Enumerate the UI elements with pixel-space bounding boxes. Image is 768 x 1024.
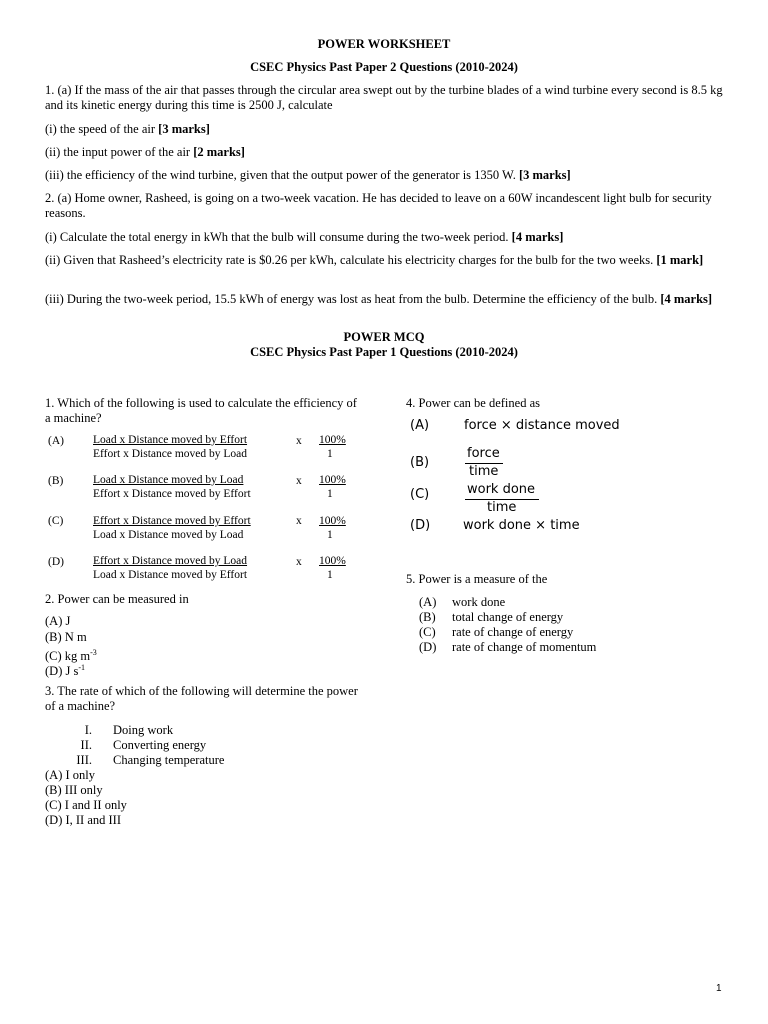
q2-part-i-marks: [4 marks] xyxy=(511,230,564,244)
q2-part-i-text: (i) Calculate the total energy in kWh that the bulb will consume during the two-week period. xyxy=(45,230,512,244)
mcq1-denominator: Load x Distance moved by Load xyxy=(93,529,244,541)
mcq4-option-b-den: time xyxy=(469,464,499,479)
mcq3-option-b: (B) III only xyxy=(45,783,103,797)
mcq5-option-letter: (D) xyxy=(419,640,437,654)
mcq3-item-num: III. xyxy=(76,753,92,767)
mcq1-denominator: Effort x Distance moved by Load xyxy=(93,448,248,460)
mcq1-stem: 1. Which of the following is used to calculate the efficiency of a machine? xyxy=(45,396,357,425)
mcq5-stem: 5. Power is a measure of the xyxy=(406,572,548,586)
q1-part-i-marks: [3 marks] xyxy=(158,122,210,136)
q1-part-iii-marks: [3 marks] xyxy=(518,168,571,182)
mcq4-option-c-letter: (C) xyxy=(410,487,430,502)
mcq4-option-b-letter: (B) xyxy=(410,455,430,470)
q1-part-ii-marks: [2 marks] xyxy=(193,145,245,159)
mcq3-item-text: Doing work xyxy=(113,723,174,737)
q2-part-ii xyxy=(45,253,725,268)
mcq3-stem: 3. The rate of which of the following will determine the power of a machine? xyxy=(45,684,358,713)
mcq4-option-c-den: time xyxy=(487,500,517,515)
q2-intro: 2. (a) Home owner, Rasheed, is going on a two-week vacation. He has decided to leave on a 60W incandescent light bulb for security reasons. xyxy=(45,191,712,220)
mcq3-item-num: I. xyxy=(84,723,92,737)
mcq1-numerator: Effort x Distance moved by Load xyxy=(93,555,248,567)
mcq1-times: x xyxy=(296,515,302,527)
mcq4-option-c-num: work done xyxy=(467,482,536,497)
mcq2-option-d-text: (D) J s xyxy=(45,664,79,679)
mcq1-times: x xyxy=(296,475,302,487)
q2-part-iii-text: (iii) During the two-week period, 15.5 kWh of energy was lost as heat from the bulb. Determine the efficiency of the bulb. xyxy=(45,292,661,306)
mcq5-option-text: rate of change of momentum xyxy=(452,640,597,654)
page-subtitle: CSEC Physics Past Paper 2 Questions (2010-2024) xyxy=(250,60,518,74)
mcq5-option-text: total change of energy xyxy=(452,610,564,624)
mcq1-percent: 100% xyxy=(319,515,346,527)
q1-part-ii-text: (ii) the input power of the air xyxy=(45,145,194,159)
mcq1-option-letter: (A) xyxy=(48,435,64,447)
q1-part-iii-text: (iii) the efficiency of the wind turbine, given that the output power of the generator is 1350 W. xyxy=(45,168,519,182)
q1-part-i xyxy=(45,122,725,137)
q2-part-ii-marks: [1 mark] xyxy=(656,253,704,267)
mcq3-item-text: Converting energy xyxy=(113,738,207,752)
mcq5-option-letter: (C) xyxy=(419,625,436,639)
q1-part-ii xyxy=(45,145,725,160)
mcq3-item-num: II. xyxy=(80,738,92,752)
mcq1-denominator: Effort x Distance moved by Effort xyxy=(93,488,251,500)
page-title: POWER WORKSHEET xyxy=(317,37,451,51)
q2-part-i xyxy=(45,230,725,245)
mcq4-option-d-text: work done × time xyxy=(463,518,580,533)
mcq1-option-letter: (D) xyxy=(48,556,64,568)
mcq-title: POWER MCQ xyxy=(343,330,425,344)
mcq1-numerator: Effort x Distance moved by Effort xyxy=(93,515,251,527)
q1-part-i-text: (i) the speed of the air xyxy=(45,122,159,136)
mcq2-option-a: (A) J xyxy=(45,614,71,628)
mcq1-denominator: Load x Distance moved by Effort xyxy=(93,569,248,581)
mcq4-option-a-text: force × distance moved xyxy=(464,418,620,433)
mcq1-option-letter: (B) xyxy=(48,475,64,487)
mcq5-option-letter: (B) xyxy=(419,610,436,624)
mcq1-times: x xyxy=(296,435,302,447)
mcq1-numerator: Load x Distance moved by Effort xyxy=(93,434,248,446)
mcq1-one: 1 xyxy=(327,488,333,500)
mcq1-one: 1 xyxy=(327,448,333,460)
mcq2-option-d xyxy=(45,660,85,679)
mcq3-option-d: (D) I, II and III xyxy=(45,813,122,827)
mcq4-option-d-letter: (D) xyxy=(410,518,431,533)
mcq2-option-c-exponent: -3 xyxy=(90,648,97,657)
mcq1-percent: 100% xyxy=(319,434,346,446)
mcq3-option-c: (C) I and II only xyxy=(45,798,127,812)
page-number: 1 xyxy=(716,983,722,994)
mcq1-one: 1 xyxy=(327,569,333,581)
mcq2-option-d-exponent: -1 xyxy=(78,663,86,672)
mcq3-option-a: (A) I only xyxy=(45,768,95,782)
mcq4-option-b-num: force xyxy=(467,446,500,461)
q1-part-iii xyxy=(45,168,725,183)
mcq4-stem: 4. Power can be defined as xyxy=(406,396,540,410)
mcq5-option-text: rate of change of energy xyxy=(452,625,574,639)
mcq-subtitle: CSEC Physics Past Paper 1 Questions (2010-2024) xyxy=(250,345,518,359)
q2-part-iii xyxy=(45,292,725,307)
mcq1-numerator: Load x Distance moved by Load xyxy=(93,474,244,486)
mcq4-option-a-letter: (A) xyxy=(410,418,430,433)
q2-part-iii-marks: [4 marks] xyxy=(660,292,713,306)
mcq5-option-letter: (A) xyxy=(419,595,437,609)
mcq2-option-c-text: (C) kg m xyxy=(45,649,91,664)
mcq1-times: x xyxy=(296,556,302,568)
q2-part-ii-text: (ii) Given that Rasheed’s electricity rate is $0.26 per kWh, calculate his electricity charges for the bulb for the two weeks. xyxy=(45,253,657,267)
mcq2-stem: 2. Power can be measured in xyxy=(45,592,189,606)
mcq2-option-b: (B) N m xyxy=(45,630,87,644)
mcq3-item-text: Changing temperature xyxy=(113,753,225,767)
q1-intro: 1. (a) If the mass of the air that passes through the circular area swept out by the turbine blades of a wind turbine every second is 8.5 kg and its kinetic energy during this time is 2500 J, calculate xyxy=(45,83,723,112)
mcq5-option-text: work done xyxy=(452,595,506,609)
mcq1-one: 1 xyxy=(327,529,333,541)
mcq1-option-letter: (C) xyxy=(48,515,64,527)
mcq1-percent: 100% xyxy=(319,555,346,567)
mcq1-percent: 100% xyxy=(319,474,346,486)
